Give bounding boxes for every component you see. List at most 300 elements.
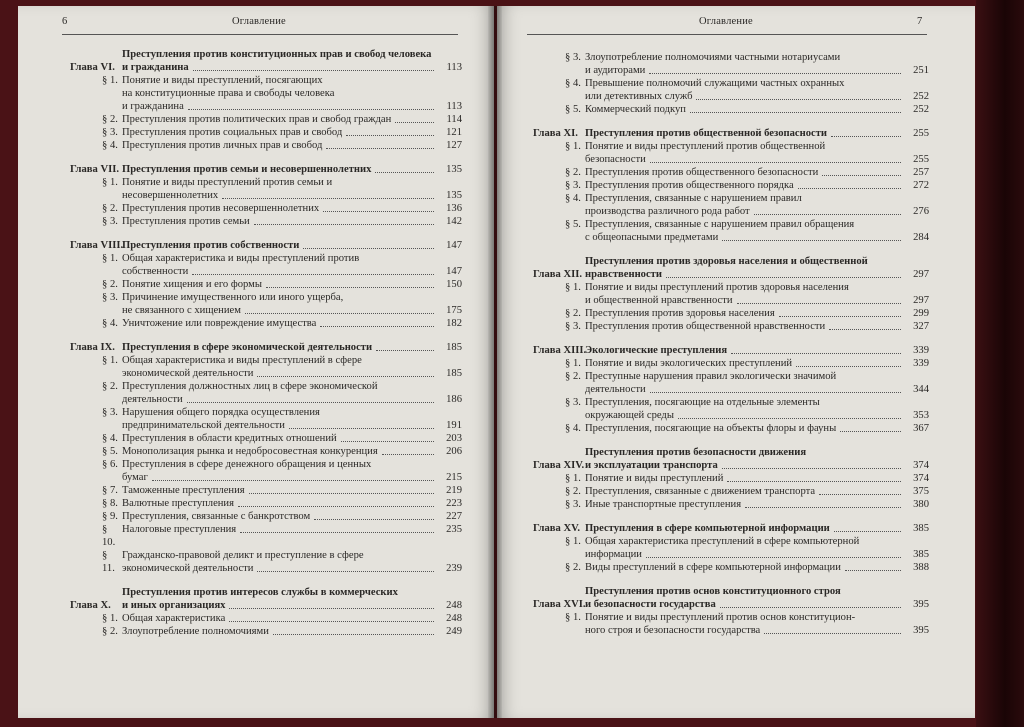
toc-entry-text: и иных организациях	[122, 600, 226, 611]
toc-section	[102, 523, 462, 549]
toc-entry	[585, 485, 929, 498]
chapter-title	[585, 344, 929, 357]
leader-dots	[341, 441, 434, 442]
toc-section	[102, 612, 462, 625]
section-line: Преступные нарушения правил экологически значимой	[585, 371, 837, 382]
leader-dots	[229, 608, 434, 609]
toc-entry	[585, 307, 929, 320]
section-body	[122, 317, 462, 330]
toc-entry-text: Налоговые преступления	[122, 524, 237, 535]
toc-entry-text: или детективных служб	[585, 91, 693, 102]
section-body	[122, 432, 462, 445]
chapter-title	[122, 586, 462, 612]
toc-entry	[585, 205, 929, 218]
page-number-left: 6	[62, 16, 68, 27]
chapter-label: Глава VII.	[70, 164, 119, 175]
toc-section	[565, 281, 929, 307]
toc-entry	[122, 163, 462, 176]
toc-section	[565, 472, 929, 485]
toc-page-number: 252	[913, 91, 929, 102]
toc-page-number: 114	[446, 114, 462, 125]
section-body	[122, 74, 462, 113]
toc-entry	[585, 103, 929, 116]
toc-entry	[585, 422, 929, 435]
leader-dots	[375, 172, 434, 173]
toc-chapter	[70, 341, 462, 575]
section-number: § 3.	[565, 397, 581, 408]
section-body	[122, 215, 462, 228]
toc-entry	[122, 202, 462, 215]
toc-entry-text: Коммерческий подкуп	[585, 104, 686, 115]
section-number: § 2.	[565, 167, 581, 178]
section-body	[122, 278, 462, 291]
toc-entry	[122, 599, 462, 612]
section-number: § 1.	[102, 613, 118, 624]
toc-page-number: 385	[913, 523, 929, 534]
toc-page-number: 223	[446, 498, 462, 509]
toc-section	[565, 307, 929, 320]
leader-dots	[193, 70, 434, 71]
chapter-title	[585, 446, 929, 472]
section-body	[585, 320, 929, 333]
toc-section	[102, 139, 462, 152]
toc-entry	[585, 498, 929, 511]
toc-page-number: 142	[446, 216, 462, 227]
leader-dots	[240, 532, 434, 533]
toc-page-number: 203	[446, 433, 462, 444]
section-body	[122, 354, 462, 380]
toc-page-number: 185	[446, 368, 462, 379]
toc-entry-text: Понятие и виды преступлений	[585, 473, 724, 484]
leader-dots	[273, 634, 434, 635]
toc-entry-text: деятельности	[122, 394, 183, 405]
toc-section	[565, 103, 929, 116]
section-body	[585, 611, 929, 637]
toc-entry	[585, 127, 929, 140]
toc-section	[565, 535, 929, 561]
leader-dots	[266, 287, 434, 288]
toc-page-number: 388	[913, 562, 929, 573]
toc-page-number: 395	[913, 625, 929, 636]
toc-entry	[122, 612, 462, 625]
section-body	[122, 484, 462, 497]
toc-entry-text: и аудиторами	[585, 65, 646, 76]
toc-entry	[585, 179, 929, 192]
section-body	[585, 357, 929, 370]
toc-entry-text: Преступления против здоровья населения	[585, 308, 775, 319]
toc-entry	[122, 113, 462, 126]
toc-page-number: 185	[446, 342, 462, 353]
section-body	[585, 561, 929, 574]
toc-entry-text: и гражданина	[122, 101, 184, 112]
toc-entry-text: Преступления против собственности	[122, 240, 300, 251]
section-number: § 5.	[565, 104, 581, 115]
toc-page-number: 367	[913, 423, 929, 434]
toc-entry-text: Преступления против личных прав и свобод	[122, 140, 323, 151]
book-spine	[488, 6, 502, 718]
toc-entry	[122, 562, 462, 575]
leader-dots	[754, 214, 901, 215]
leader-dots	[796, 366, 901, 367]
leader-dots	[249, 493, 434, 494]
toc-chapter	[70, 48, 462, 152]
section-body	[585, 281, 929, 307]
leader-dots	[720, 607, 901, 608]
section-line: Преступления, связанные с нарушением правил	[585, 193, 802, 204]
toc-page-number: 380	[913, 499, 929, 510]
chapter-label: Глава XIII.	[533, 345, 587, 356]
leader-dots	[696, 99, 901, 100]
toc-section	[102, 406, 462, 432]
toc-section	[102, 176, 462, 202]
toc-section	[102, 380, 462, 406]
toc-section	[565, 77, 929, 103]
leader-dots	[152, 480, 434, 481]
section-number: § 1.	[565, 612, 581, 623]
toc-entry-text: производства различного рода работ	[585, 206, 750, 217]
chapter-title	[585, 522, 929, 535]
toc-entry	[122, 625, 462, 638]
toc-entry-text: и эксплуатации транспорта	[585, 460, 718, 471]
leader-dots	[727, 481, 901, 482]
chapter-title	[585, 127, 929, 140]
chapter-title-line: Преступления против здоровья населения и общественной	[585, 256, 868, 267]
leader-dots	[320, 326, 434, 327]
leader-dots	[238, 506, 434, 507]
toc-entry	[122, 304, 462, 317]
toc-page-number: 219	[446, 485, 462, 496]
leader-dots	[764, 633, 901, 634]
toc-page-number: 353	[913, 410, 929, 421]
toc-page-number: 147	[446, 240, 462, 251]
chapter-heading	[70, 586, 462, 612]
section-line: Понятие и виды преступлений против здоровья населения	[585, 282, 849, 293]
toc-section	[102, 625, 462, 638]
leader-dots	[646, 557, 901, 558]
header-rule-right	[527, 34, 927, 35]
section-number: § 3.	[565, 499, 581, 510]
toc-entry	[585, 166, 929, 179]
section-number: § 2.	[565, 562, 581, 573]
toc-entry	[585, 383, 929, 396]
section-number: § 4.	[565, 423, 581, 434]
chapter-heading	[70, 48, 462, 74]
toc-entry	[585, 598, 929, 611]
toc-page-number: 395	[913, 599, 929, 610]
section-number: § 9.	[102, 511, 118, 522]
toc-section	[102, 291, 462, 317]
toc-chapter	[70, 239, 462, 330]
chapter-heading	[533, 585, 929, 611]
leader-dots	[395, 122, 434, 123]
toc-section	[565, 357, 929, 370]
section-body	[585, 472, 929, 485]
toc-chapter	[533, 522, 929, 574]
toc-entry	[122, 215, 462, 228]
section-number: § 2.	[102, 626, 118, 637]
section-body	[585, 179, 929, 192]
section-number: § 2.	[102, 203, 118, 214]
toc-page-number: 276	[913, 206, 929, 217]
toc-entry	[122, 341, 462, 354]
toc-page-number: 374	[913, 473, 929, 484]
chapter-label: Глава VIII.	[70, 240, 124, 251]
toc-entry	[585, 522, 929, 535]
toc-section	[565, 561, 929, 574]
section-line: Злоупотребление полномочиями частными нотариусами	[585, 52, 841, 63]
section-body	[122, 549, 462, 575]
toc-entry-text: Преступления против общественной нравственности	[585, 321, 826, 332]
toc-entry-text: Преступления в области кредитных отношений	[122, 433, 337, 444]
leader-dots	[722, 468, 901, 469]
toc-section	[565, 485, 929, 498]
toc-page-number: 248	[446, 600, 462, 611]
leader-dots	[650, 162, 901, 163]
leader-dots	[822, 175, 901, 176]
toc-entry	[585, 344, 929, 357]
toc-entry-text: Преступления против несовершеннолетних	[122, 203, 320, 214]
toc-page-number: 147	[446, 266, 462, 277]
section-body	[122, 523, 462, 549]
toc-entry-text: Общая характеристика	[122, 613, 226, 624]
leader-dots	[666, 277, 901, 278]
toc-chapter	[533, 446, 929, 511]
section-number: § 1.	[565, 282, 581, 293]
toc-entry	[585, 268, 929, 281]
toc-page-number: 297	[913, 295, 929, 306]
toc-entry	[122, 139, 462, 152]
section-body	[585, 51, 929, 77]
chapter-title	[585, 585, 929, 611]
toc-entry	[585, 294, 929, 307]
toc-entry-text: Преступления против политических прав и свобод граждан	[122, 114, 392, 125]
leader-dots	[187, 402, 434, 403]
toc-page-number: 327	[913, 321, 929, 332]
toc-page-number: 375	[913, 486, 929, 497]
toc-entry-text: Преступления против общественной безопасности	[585, 128, 828, 139]
leader-dots	[303, 248, 434, 249]
toc-section	[565, 140, 929, 166]
toc-chapter	[533, 255, 929, 333]
section-number: § 1.	[102, 355, 118, 366]
chapter-title	[585, 255, 929, 281]
book-cover-edge	[976, 0, 1024, 727]
toc-entry-text: Преступления против социальных прав и свобод	[122, 127, 343, 138]
toc-page-number: 113	[446, 101, 462, 112]
leader-dots	[798, 188, 901, 189]
section-body	[122, 252, 462, 278]
toc-entry-text: Преступления против общественного безопасности	[585, 167, 819, 178]
toc-entry	[585, 561, 929, 574]
toc-entry-text: Преступления против семьи и несовершеннолетних	[122, 164, 372, 175]
toc-page-number: 235	[446, 524, 462, 535]
toc-entry	[122, 432, 462, 445]
toc-entry-text: Таможенные преступления	[122, 485, 245, 496]
leader-dots	[845, 570, 901, 571]
leader-dots	[819, 494, 901, 495]
section-body	[585, 140, 929, 166]
right-page	[497, 6, 975, 718]
toc-entry	[122, 61, 462, 74]
toc-chapter	[533, 344, 929, 435]
section-body	[122, 625, 462, 638]
toc-entry	[122, 278, 462, 291]
toc-entry	[585, 624, 929, 637]
toc-page-number: 215	[446, 472, 462, 483]
toc-section	[102, 497, 462, 510]
toc-entry-text: Преступления в сфере экономической деятельности	[122, 342, 373, 353]
header-rule-left	[62, 34, 458, 35]
section-number: § 3.	[565, 321, 581, 332]
section-number: § 4.	[102, 433, 118, 444]
toc-entry	[585, 459, 929, 472]
leader-dots	[745, 507, 901, 508]
toc-entry	[122, 189, 462, 202]
toc-entry	[122, 393, 462, 406]
toc-entry-text: Преступления в сфере компьютерной информации	[585, 523, 830, 534]
toc-entry	[122, 317, 462, 330]
section-body	[122, 612, 462, 625]
toc-entry	[122, 484, 462, 497]
chapter-title-line: Преступления против интересов службы в коммерческих	[122, 587, 398, 598]
toc-page-number: 248	[446, 613, 462, 624]
toc-chapter	[533, 585, 929, 637]
section-line: Гражданско-правовой деликт и преступление в сфере	[122, 550, 364, 561]
toc-entry	[122, 523, 462, 536]
toc-entry	[585, 320, 929, 333]
toc-section	[102, 215, 462, 228]
section-number: § 1.	[565, 141, 581, 152]
toc-page-number: 272	[913, 180, 929, 191]
chapter-label: Глава XV.	[533, 523, 581, 534]
section-number: § 2.	[102, 279, 118, 290]
toc-entry	[585, 153, 929, 166]
toc-section	[565, 370, 929, 396]
toc-page-number: 182	[446, 318, 462, 329]
section-number: § 4.	[565, 193, 581, 204]
chapter-label: Глава X.	[70, 600, 111, 611]
leader-dots	[323, 211, 434, 212]
section-body	[122, 176, 462, 202]
toc-entry-text: Злоупотребление полномочиями	[122, 626, 269, 637]
section-number: § 1.	[565, 536, 581, 547]
chapter-label: Глава XVI.	[533, 599, 586, 610]
toc-entry	[122, 497, 462, 510]
section-body	[585, 535, 929, 561]
toc-page-number: 284	[913, 232, 929, 243]
toc-section	[102, 317, 462, 330]
leader-dots	[678, 418, 901, 419]
toc-section	[102, 126, 462, 139]
toc-page-number: 121	[446, 127, 462, 138]
section-line: Понятие и виды преступлений против семьи и	[122, 177, 333, 188]
section-body	[585, 498, 929, 511]
leader-dots	[229, 621, 434, 622]
toc-section	[565, 166, 929, 179]
running-head-right: Оглавление	[699, 16, 753, 27]
section-number: § 2.	[565, 371, 581, 382]
leader-dots	[650, 392, 901, 393]
toc-entry-text: деятельности	[585, 384, 646, 395]
section-number: § 1.	[565, 473, 581, 484]
section-number: § 3.	[102, 407, 118, 418]
toc-entry-text: собственности	[122, 266, 189, 277]
toc-entry	[585, 472, 929, 485]
leader-dots	[829, 329, 901, 330]
toc-page-number: 257	[913, 167, 929, 178]
chapter-label: Глава IX.	[70, 342, 115, 353]
toc-page-number: 252	[913, 104, 929, 115]
toc-entry-text: с общеопасными предметами	[585, 232, 719, 243]
chapter-heading	[70, 163, 462, 176]
chapter-title	[122, 239, 462, 252]
toc-entry	[122, 445, 462, 458]
toc-entry-text: безопасности	[585, 154, 646, 165]
toc-page-number: 344	[913, 384, 929, 395]
section-number: § 4.	[565, 78, 581, 89]
toc-section	[102, 458, 462, 484]
leader-dots	[289, 428, 434, 429]
toc-entry-text: Преступления, посягающие на объекты флоры и фауны	[585, 423, 837, 434]
section-body	[122, 291, 462, 317]
section-body	[122, 497, 462, 510]
leader-dots	[737, 303, 901, 304]
toc-page-number: 249	[446, 626, 462, 637]
leader-dots	[245, 313, 434, 314]
toc-entry	[122, 126, 462, 139]
section-body	[122, 113, 462, 126]
section-line: Общая характеристика и виды преступлений в сфере	[122, 355, 362, 366]
toc-entry-text: Преступления, связанные с банкротством	[122, 511, 311, 522]
section-line: Понятие и виды преступлений против общественной	[585, 141, 826, 152]
toc-entry-text: Преступления против семьи	[122, 216, 250, 227]
toc-chapter	[70, 586, 462, 638]
leader-dots	[346, 135, 434, 136]
chapter-heading	[533, 446, 929, 472]
toc-page-number: 299	[913, 308, 929, 319]
leader-dots	[649, 73, 901, 74]
toc-section	[565, 611, 929, 637]
toc-section	[565, 179, 929, 192]
toc-entry-text: Иные транспортные преступления	[585, 499, 742, 510]
toc-entry-text: Понятие хищения и его формы	[122, 279, 262, 290]
toc-entry-text: экономической деятельности	[122, 368, 254, 379]
leader-dots	[188, 109, 434, 110]
section-line: Преступления должностных лиц в сфере экономической	[122, 381, 378, 392]
leader-dots	[192, 274, 434, 275]
chapter-title-line: Преступления против конституционных прав и свобод человека	[122, 49, 432, 60]
toc-section	[102, 252, 462, 278]
section-body	[122, 139, 462, 152]
section-line: на конституционные права и свободы человека	[122, 88, 335, 99]
chapter-title-line: Преступления против безопасности движения	[585, 447, 807, 458]
toc-entry-text: Виды преступлений в сфере компьютерной информации	[585, 562, 841, 573]
section-body	[585, 370, 929, 396]
section-body	[122, 380, 462, 406]
toc-section	[565, 51, 929, 77]
toc-section	[565, 498, 929, 511]
toc-entry	[585, 90, 929, 103]
toc-entry	[122, 471, 462, 484]
leader-dots	[834, 531, 901, 532]
section-number: § 3.	[565, 180, 581, 191]
chapter-label: Глава XI.	[533, 128, 578, 139]
toc-page-number: 339	[913, 345, 929, 356]
section-number: § 2.	[102, 381, 118, 392]
toc-entry-text: и безопасности государства	[585, 599, 716, 610]
toc-section	[565, 192, 929, 218]
leader-dots	[326, 148, 434, 149]
